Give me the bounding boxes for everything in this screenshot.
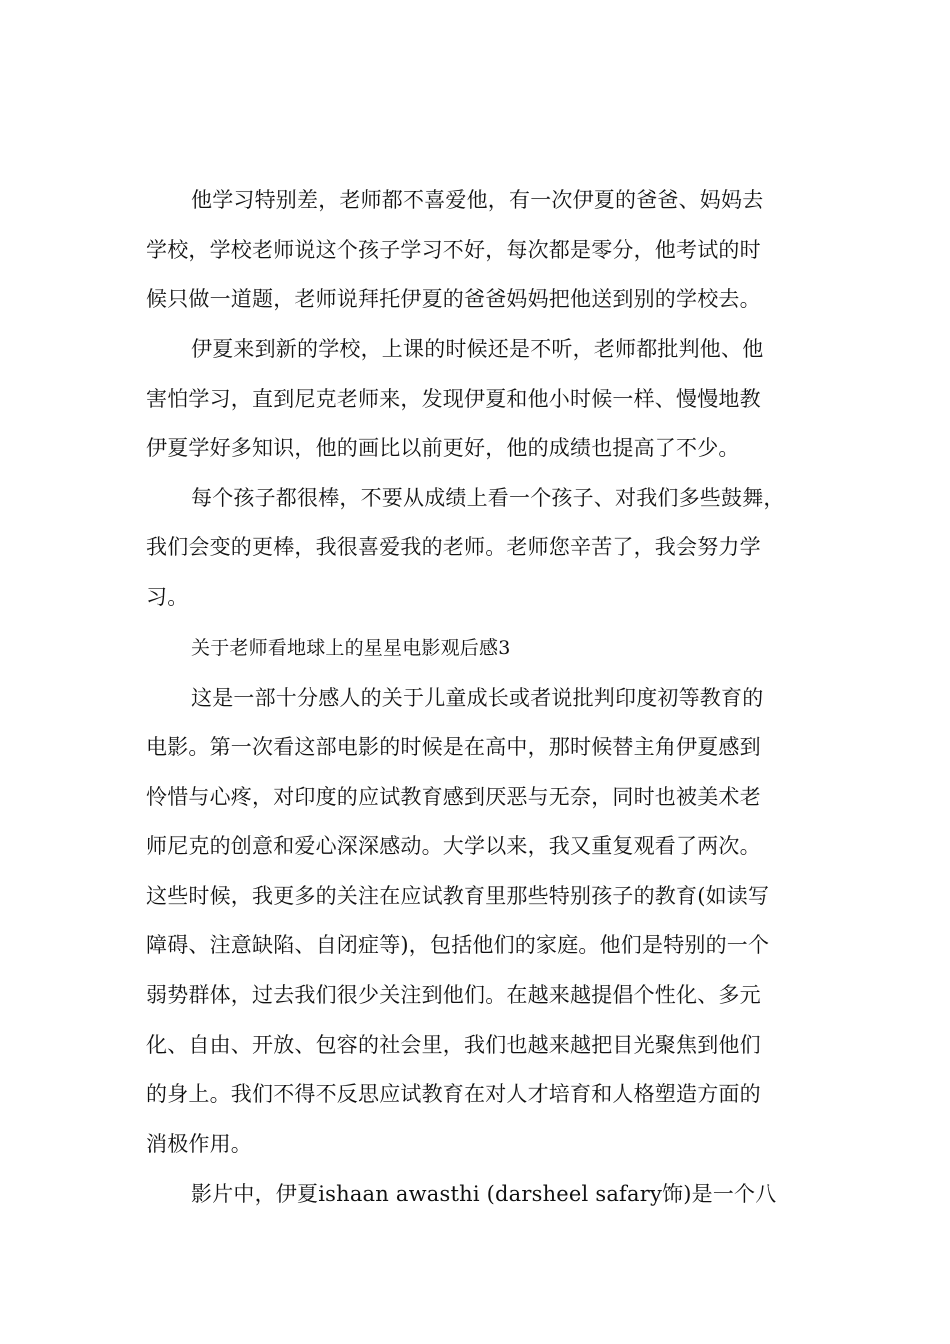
paragraph-3-line-2: 我们会变的更棒，我很喜爱我的老师。老师您辛苦了，我会努力学 (146, 535, 761, 559)
paragraph-3-line-1: 每个孩子都很棒，不要从成绩上看一个孩子、对我们多些鼓舞， (191, 486, 785, 510)
paragraph-4-line-9: 的身上。我们不得不反思应试教育在对人才培育和人格塑造方面的 (146, 1082, 761, 1106)
paragraph-4-line-2: 电影。第一次看这部电影的时候是在高中，那时候替主角伊夏感到 (146, 735, 761, 759)
paragraph-4-line-10: 消极作用。 (146, 1132, 252, 1156)
paragraph-4-line-8: 化、自由、开放、包容的社会里，我们也越来越把目光聚焦到他们 (146, 1033, 761, 1057)
paragraph-5-line-1: 影片中，伊夏ishaan awasthi (darsheel safary饰)是一个八 (191, 1182, 777, 1206)
paragraph-4-line-1: 这是一部十分感人的关于儿童成长或者说批判印度初等教育的 (191, 686, 764, 710)
paragraph-4-line-7: 弱势群体，过去我们很少关注到他们。在越来越提倡个性化、多元 (146, 983, 761, 1007)
paragraph-4-line-4: 师尼克的创意和爱心深深感动。大学以来，我又重复观看了两次。 (146, 834, 761, 858)
paragraph-1-line-1: 他学习特别差，老师都不喜爱他，有一次伊夏的爸爸、妈妈去 (191, 188, 764, 212)
section-heading: 关于老师看地球上的星星电影观后感3 (191, 637, 511, 659)
paragraph-1-line-2: 学校，学校老师说这个孩子学习不好，每次都是零分，他考试的时 (146, 238, 761, 262)
paragraph-4-line-6: 障碍、注意缺陷、自闭症等)，包括他们的家庭。他们是特别的一个 (146, 933, 770, 957)
paragraph-3-line-3: 习。 (146, 585, 189, 609)
paragraph-2-line-3: 伊夏学好多知识，他的画比以前更好，他的成绩也提高了不少。 (146, 436, 740, 460)
paragraph-1-line-3: 候只做一道题，老师说拜托伊夏的爸爸妈妈把他送到别的学校去。 (146, 287, 761, 311)
paragraph-2-line-1: 伊夏来到新的学校，上课的时候还是不听，老师都批判他、他 (191, 337, 764, 361)
paragraph-4-line-3: 怜惜与心疼，对印度的应试教育感到厌恶与无奈，同时也被美术老 (146, 785, 761, 809)
paragraph-2-line-2: 害怕学习，直到尼克老师来，发现伊夏和他小时候一样、慢慢地教 (146, 387, 761, 411)
paragraph-4-line-5: 这些时候，我更多的关注在应试教育里那些特别孩子的教育(如读写 (146, 884, 770, 908)
